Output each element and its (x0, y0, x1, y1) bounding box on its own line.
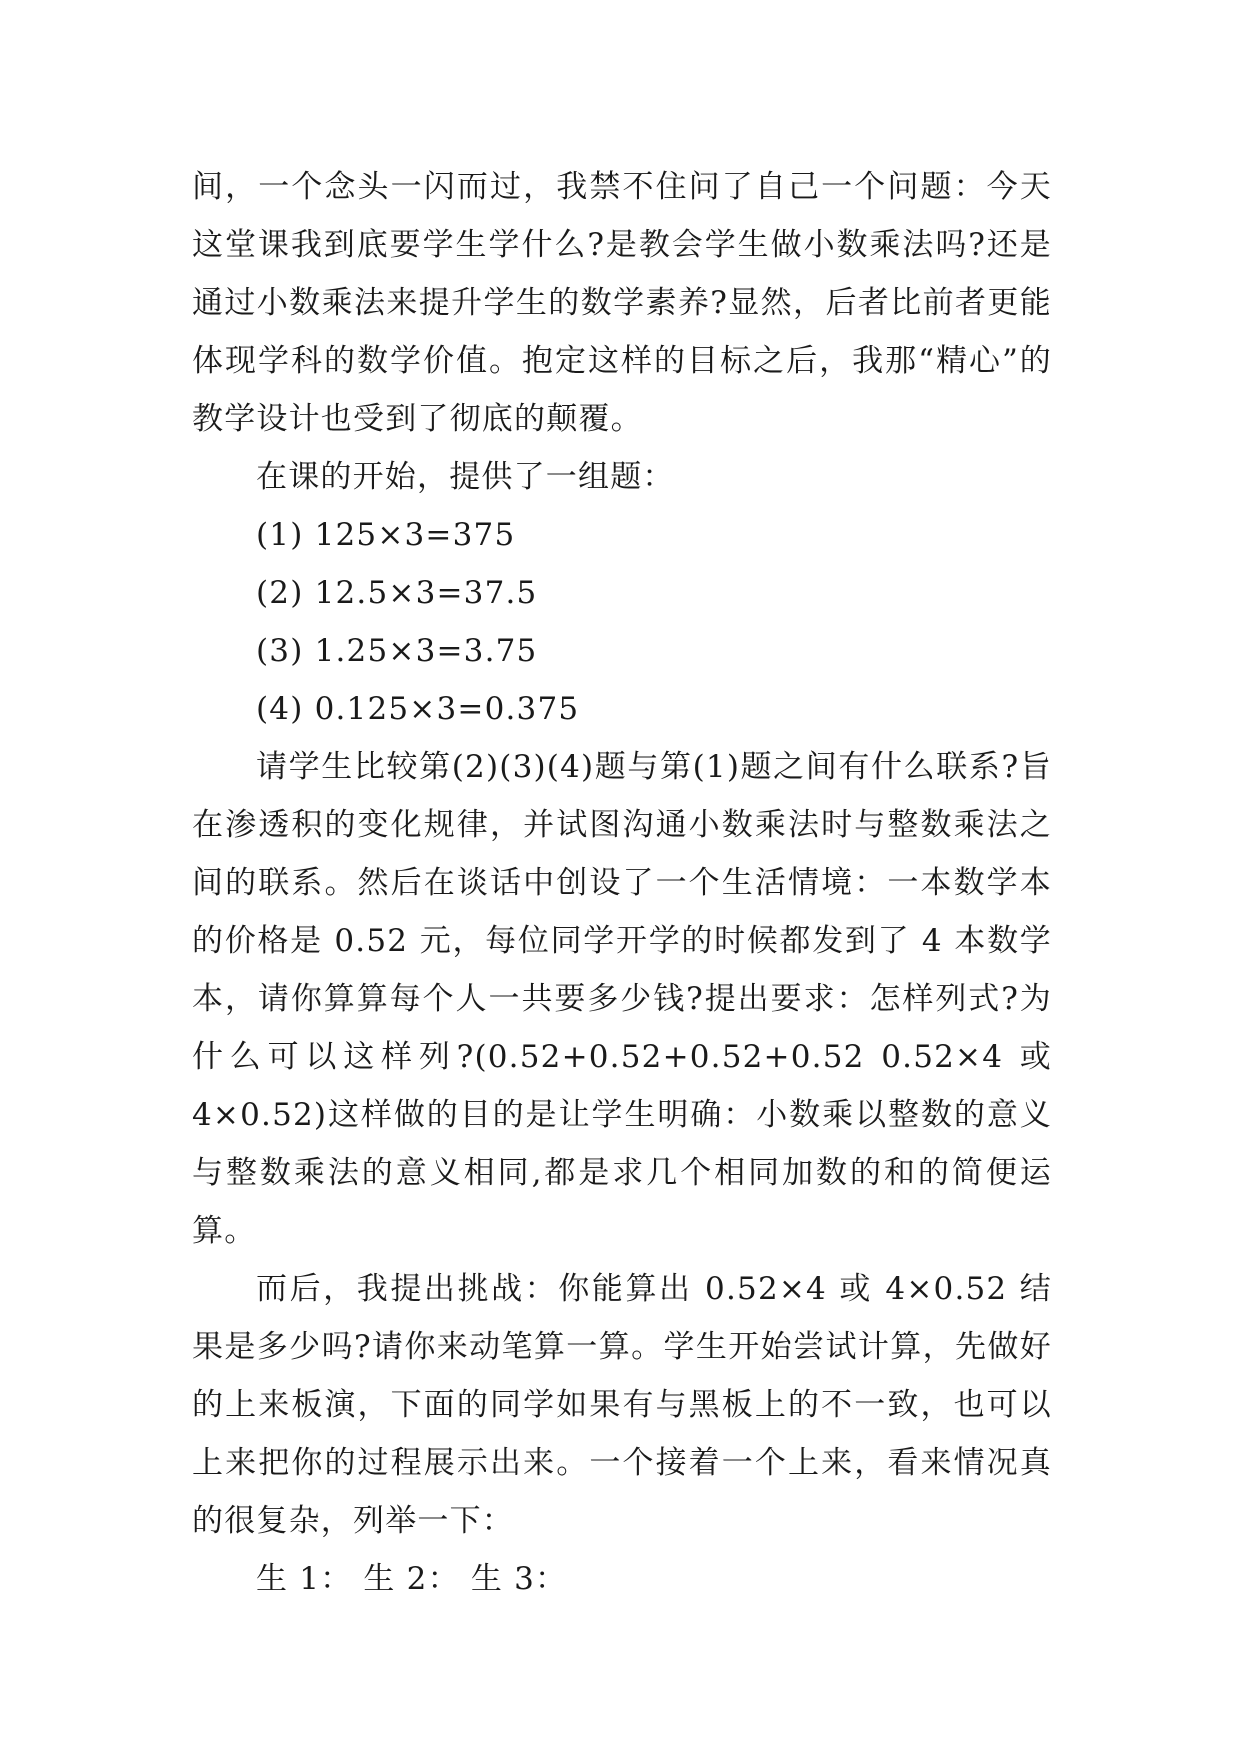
paragraph-lesson-start: 在课的开始，提供了一组题： (256, 459, 675, 495)
paragraph-challenge: 而后，我提出挑战：你能算出 0.52×4 或 4×0.52 结果是多少吗?请你来动笔算一算。学生开始尝试计算，先做好的上来板演，下面的同学如果有与黑板上的不一致，也可以上来把你的过程展示出来。一个接着一个上来，看来情况真的很复杂，列举一下： (192, 1271, 1052, 1539)
equation-4: (4) 0.125×3=0.375 (256, 691, 580, 727)
document-body (192, 158, 1052, 1608)
equation-2: (2) 12.5×3=37.5 (256, 575, 538, 611)
paragraph-students: 生 1： 生 2： 生 3： (256, 1561, 568, 1597)
equation-1: (1) 125×3=375 (256, 517, 516, 553)
paragraph-intro: 间，一个念头一闪而过，我禁不住问了自己一个问题：今天这堂课我到底要学生学什么?是教会学生做小数乘法吗?还是通过小数乘法来提升学生的数学素养?显然，后者比前者更能体现学科的数学价值。抱定这样的目标之后，我那“精心”的教学设计也受到了彻底的颠覆。 (192, 169, 1052, 437)
paragraph-comparison: 请学生比较第(2)(3)(4)题与第(1)题之间有什么联系?旨在渗透积的变化规律，并试图沟通小数乘法时与整数乘法之间的联系。然后在谈话中创设了一个生活情境：一本数学本的价格是 0.52 元，每位同学开学的时候都发到了 4 本数学本，请你算算每个人一共要多少钱?提出要求：怎样列式?为什么可以这样列?(0.52+0.52+0.52+0.52 0.52×4 或 4×0.52)这样做的目的是让学生明确：小数乘以整数的意义与整数乘法的意义相同,都是求几个相同加数的和的简便运算。 (192, 749, 1052, 1249)
equation-3: (3) 1.25×3=3.75 (256, 633, 538, 669)
